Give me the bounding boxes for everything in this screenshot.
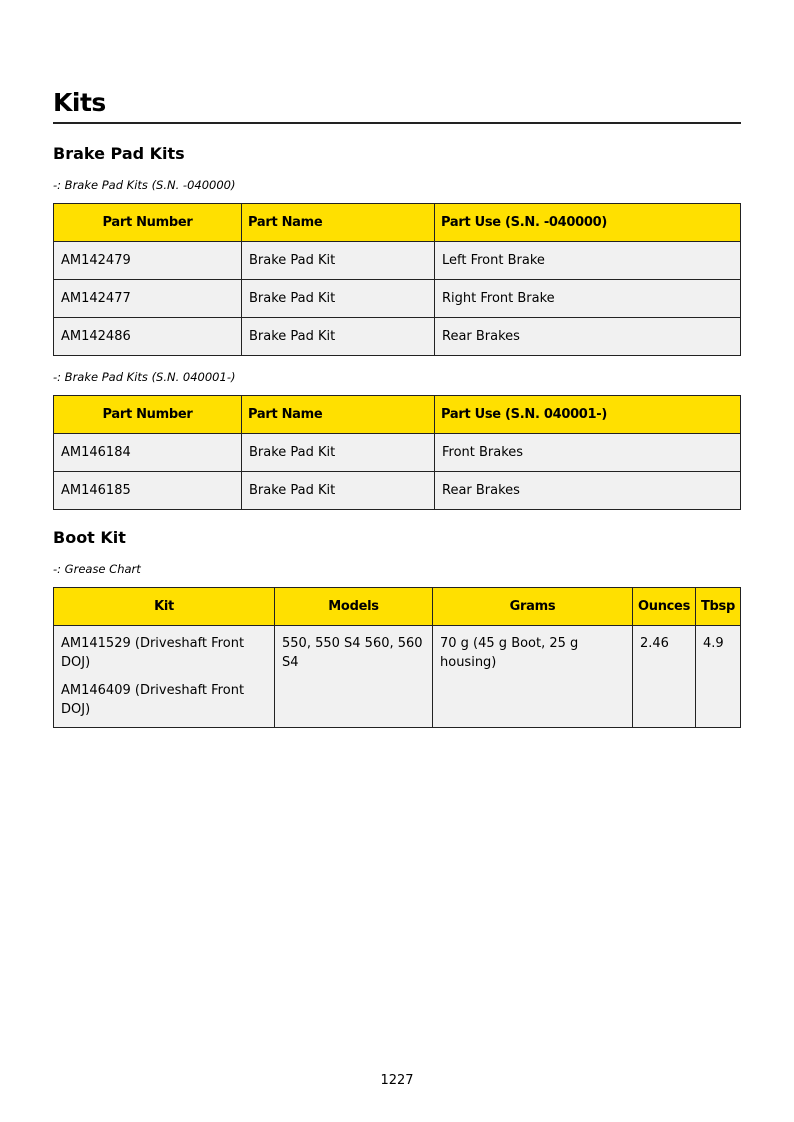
cell-grams: 70 g (45 g Boot, 25 g housing) — [433, 626, 633, 728]
column-header-grams: Grams — [433, 588, 633, 626]
grease-chart-table — [53, 587, 741, 728]
column-header-part-name: Part Name — [242, 204, 435, 242]
brake-pad-table-late — [53, 395, 741, 510]
cell-models: 550, 550 S4 560, 560 S4 — [275, 626, 433, 728]
section-title-brake-pad-kits: Brake Pad Kits — [53, 144, 185, 163]
cell-part-number: AM146185 — [54, 472, 242, 510]
cell-part-name: Brake Pad Kit — [242, 280, 435, 318]
table-row — [54, 472, 741, 510]
column-header-part-name: Part Name — [242, 396, 435, 434]
cell-part-number: AM142479 — [54, 242, 242, 280]
column-header-kit: Kit — [54, 588, 275, 626]
page-number: 1227 — [380, 1073, 414, 1088]
kit-entry: AM141529 (Driveshaft Front DOJ) — [61, 636, 245, 670]
cell-part-use: Front Brakes — [435, 434, 741, 472]
table-row — [54, 280, 741, 318]
column-header-part-use: Part Use (S.N. -040000) — [435, 204, 741, 242]
column-header-tbsp: Tbsp — [696, 588, 741, 626]
brake-pad-table-early — [53, 203, 741, 356]
cell-part-use: Left Front Brake — [435, 242, 741, 280]
cell-part-name: Brake Pad Kit — [242, 318, 435, 356]
table-row — [54, 626, 741, 728]
table-caption-brake-pads-early: -: Brake Pad Kits (S.N. -040000) — [53, 178, 236, 192]
cell-part-number: AM146184 — [54, 434, 242, 472]
table-header-row — [54, 588, 741, 626]
column-header-part-number: Part Number — [54, 204, 242, 242]
table-caption-brake-pads-late: -: Brake Pad Kits (S.N. 040001-) — [53, 370, 236, 384]
table-row — [54, 242, 741, 280]
cell-part-number: AM142486 — [54, 318, 242, 356]
cell-part-use: Right Front Brake — [435, 280, 741, 318]
column-header-part-number: Part Number — [54, 396, 242, 434]
page-content — [53, 88, 741, 728]
cell-part-number: AM142477 — [54, 280, 242, 318]
table-header-row — [54, 204, 741, 242]
column-header-part-use: Part Use (S.N. 040001-) — [435, 396, 741, 434]
cell-kits — [54, 626, 275, 728]
cell-ounces: 2.46 — [633, 626, 696, 728]
table-header-row — [54, 396, 741, 434]
table-caption-grease-chart: -: Grease Chart — [53, 562, 141, 576]
kit-entry: AM146409 (Driveshaft Front DOJ) — [61, 683, 245, 717]
cell-part-name: Brake Pad Kit — [242, 434, 435, 472]
column-header-models: Models — [275, 588, 433, 626]
cell-part-use: Rear Brakes — [435, 472, 741, 510]
column-header-ounces: Ounces — [633, 588, 696, 626]
cell-part-use: Rear Brakes — [435, 318, 741, 356]
table-row — [54, 434, 741, 472]
table-row — [54, 318, 741, 356]
cell-part-name: Brake Pad Kit — [242, 472, 435, 510]
page-title: Kits — [53, 88, 741, 124]
cell-tbsp: 4.9 — [696, 626, 741, 728]
cell-part-name: Brake Pad Kit — [242, 242, 435, 280]
section-title-boot-kit: Boot Kit — [53, 528, 126, 547]
